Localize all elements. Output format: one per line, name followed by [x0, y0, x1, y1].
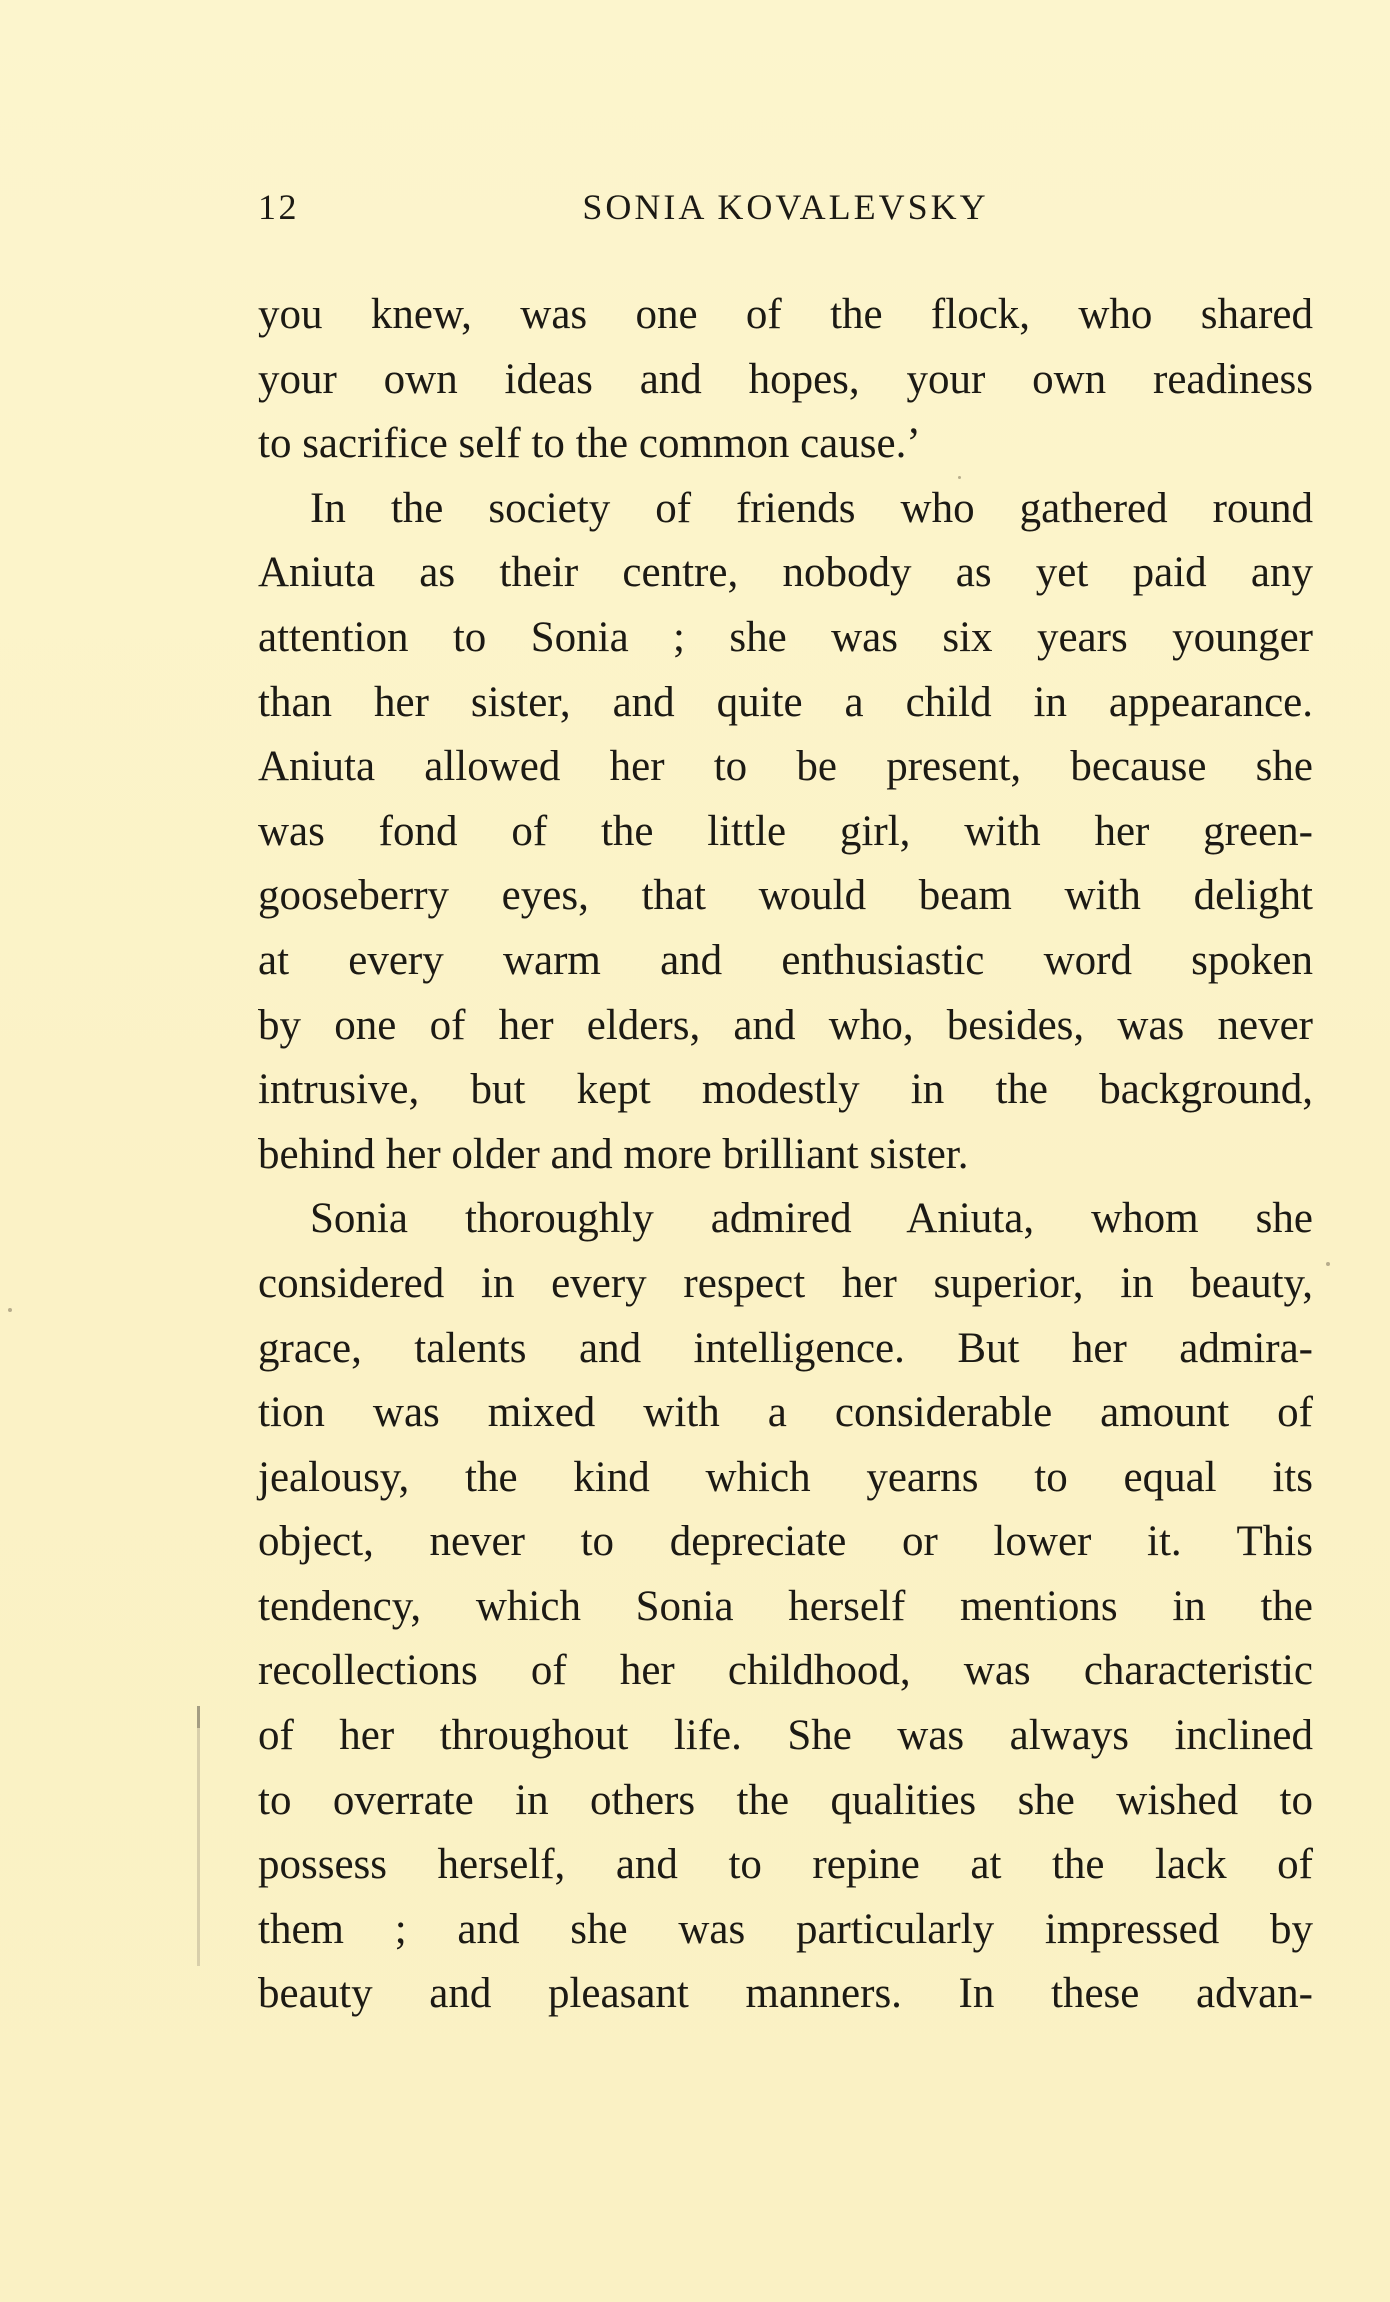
text-line: tion was mixed with a considerable amount of — [258, 1389, 1313, 1437]
margin-pencil-mark — [197, 1706, 200, 1966]
text-line: you knew, was one of the flock, who shared — [258, 291, 1313, 338]
text-line: of her throughout life. She was always inclined — [258, 1712, 1313, 1760]
text-line: by one of her elders, and who, besides, was never — [258, 1001, 1313, 1049]
text-line: recollections of her childhood, was characteristic — [258, 1647, 1313, 1695]
page-header — [258, 186, 1313, 236]
text-line: than her sister, and quite a child in appearance. — [258, 678, 1313, 726]
running-head: SONIA KOVALEVSKY — [582, 187, 989, 227]
paper-speck — [8, 1308, 12, 1312]
text-line: gooseberry eyes, that would beam with delight — [258, 872, 1313, 920]
text-line: intrusive, but kept modestly in the background, — [258, 1066, 1313, 1114]
text-line: to overrate in others the qualities she wished to — [258, 1776, 1313, 1824]
text-line: behind her older and more brilliant sister. — [258, 1130, 969, 1178]
text-line: at every warm and enthusiastic word spoken — [258, 936, 1313, 984]
text-line: them ; and she was particularly impressed by — [258, 1905, 1313, 1953]
text-line: to sacrifice self to the common cause.’ — [258, 420, 921, 468]
text-line: grace, talents and intelligence. But her admira- — [258, 1324, 1313, 1372]
text-line: tendency, which Sonia herself mentions in the — [258, 1582, 1313, 1630]
text-line: In the society of friends who gathered round — [310, 484, 1313, 532]
text-line: Aniuta as their centre, nobody as yet paid any — [258, 549, 1313, 597]
text-line: Sonia thoroughly admired Aniuta, whom she — [310, 1195, 1313, 1243]
body-text — [258, 283, 1313, 2027]
text-line: was fond of the little girl, with her green- — [258, 807, 1313, 855]
text-line: attention to Sonia ; she was six years younger — [258, 613, 1313, 661]
text-line: your own ideas and hopes, your own readiness — [258, 355, 1313, 403]
text-line: object, never to depreciate or lower it. This — [258, 1518, 1313, 1566]
margin-pencil-tick — [197, 1706, 200, 1728]
text-line: considered in every respect her superior, in beauty, — [258, 1259, 1313, 1307]
text-line: jealousy, the kind which yearns to equal its — [258, 1453, 1313, 1501]
page-number: 12 — [258, 187, 299, 227]
text-line: Aniuta allowed her to be present, because she — [258, 743, 1313, 791]
text-line: possess herself, and to repine at the lack of — [258, 1841, 1313, 1889]
paper-speck — [1326, 1262, 1330, 1266]
text-line: beauty and pleasant manners. In these advan- — [258, 1970, 1313, 2018]
paper-speck — [958, 476, 961, 479]
